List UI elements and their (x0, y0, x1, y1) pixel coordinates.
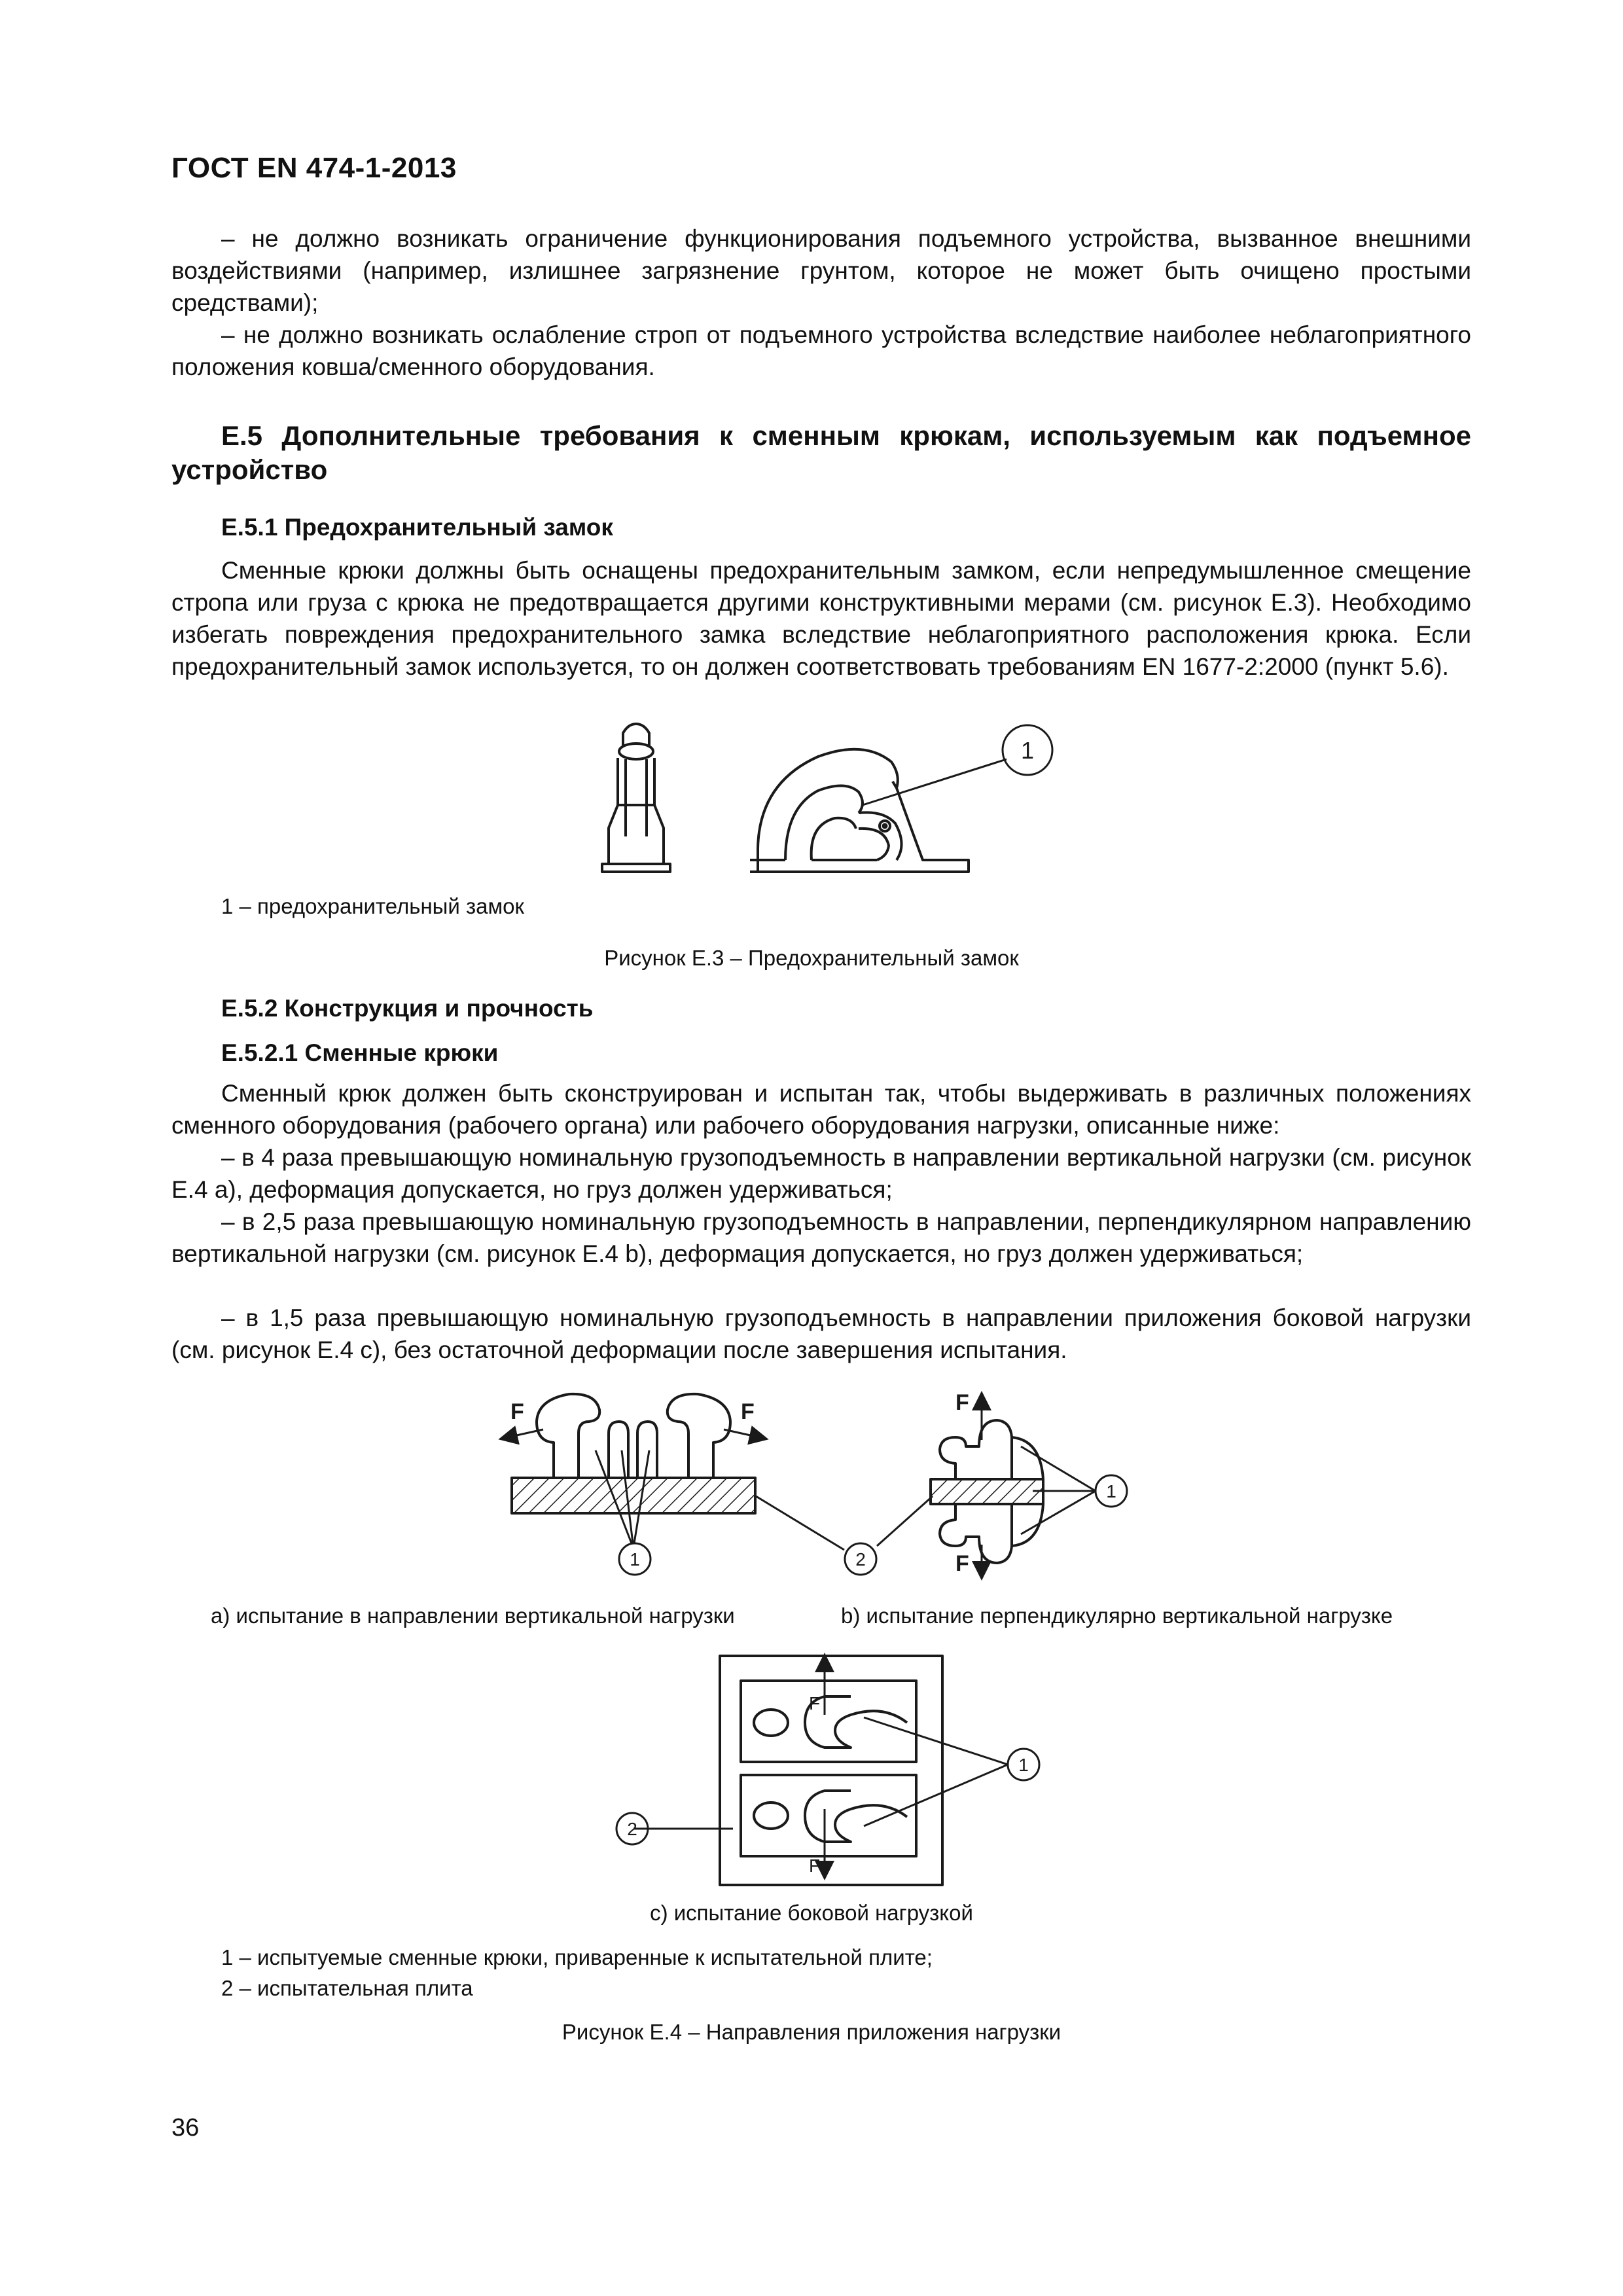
force-label-c-up: F (809, 1693, 821, 1713)
figure-e3-legend: 1 – предохранительный замок (221, 894, 524, 918)
figure-e4-ab-drawing (497, 1381, 1145, 1577)
force-label-c-down: F (809, 1856, 821, 1876)
section-e5-heading: Е.5 Дополнительные требования к сменным крюкам, используемым как подъемное устройство (171, 420, 1471, 485)
intro-bullet-1: – не должно возникать ограничение функционирования подъемного устройства, вызванное внешними воздействиями (например, излишнее загрязнение грунтом, которое не может быть очищено простыми средствами); (171, 225, 1471, 316)
section-e52-heading: Е.5.2 Конструкция и прочность (221, 995, 594, 1022)
test-plate-b (931, 1479, 1043, 1504)
hook-c-lower (805, 1791, 907, 1842)
section-e52-item-3: – в 1,5 раза превышающую номинальную грузоподъемность в направлении приложения боковой нагрузки (см. рисунок Е.4 c), без остаточной деформации после завершения испытания. (171, 1304, 1471, 1363)
test-plate-a (512, 1478, 755, 1513)
force-label-a-right: F (741, 1399, 755, 1424)
section-e51-paragraph: Сменные крюки должны быть оснащены предохранительным замком, если непредумышленное смещение стропа или груза с крюка не предотвращается другими конструктивными мерами (см. рисунок Е.3). Необходимо избегать повреждения предохранительного замка вследствие неблагоприятного расположения крюка. Если предохранительный замок используется, то он должен соответствовать требованиям EN 1677-2:2000 (пункт 5.6). (171, 557, 1471, 680)
hook-b-lower (940, 1504, 1012, 1563)
force-label-b-up: F (955, 1390, 969, 1415)
hook-a-centre-tabs (609, 1422, 657, 1478)
figure-e4b-subcaption: b) испытание перпендикулярно вертикальной нагрузке (841, 1604, 1393, 1628)
cell-c-upper (741, 1681, 916, 1762)
figure-e4-callout-2-text: 2 (855, 1549, 866, 1570)
figure-e4c-drawing (602, 1649, 1060, 1898)
hook-front-view (602, 724, 670, 872)
section-e52-item-1: – в 4 раза превышающую номинальную грузоподъемность в направлении вертикальной нагрузки (см. рисунок Е.4 а), деформация допускается, но груз должен удерживаться; (171, 1144, 1471, 1203)
intro-bullet-2: – не должно возникать ослабление строп от подъемного устройства вследствие наиболее неблагоприятного положения ковша/сменного оборудования. (171, 321, 1471, 380)
hook-side-view (750, 749, 969, 872)
figure-e4c-callout-2-text: 2 (627, 1819, 637, 1839)
figure-e3-leader (863, 759, 1007, 805)
force-label-b-down: F (955, 1551, 969, 1576)
section-e52-item-2: – в 2,5 раза превышающую номинальную грузоподъемность в направлении, перпендикулярном направлению вертикальной нагрузки (см. рисунок Е.4 b), деформация допускается, но груз должен удерживаться; (171, 1208, 1471, 1267)
figure-e4a-subcaption: а) испытание в направлении вертикальной нагрузки (211, 1604, 735, 1628)
hook-c-upper (805, 1696, 907, 1748)
page-number: 36 (171, 2114, 200, 2142)
figure-e3-caption: Рисунок Е.3 – Предохранительный замок (604, 946, 1019, 970)
hook-a-left (537, 1394, 599, 1478)
force-label-a-left: F (510, 1399, 524, 1424)
document-header: ГОСТ EN 474-1-2013 (171, 152, 457, 184)
figure-e4a-callout-1-text: 1 (630, 1549, 640, 1570)
figure-e4c-callout-1-text: 1 (1018, 1755, 1029, 1775)
test-plate-c (720, 1656, 942, 1885)
figure-e3-drawing (589, 720, 1086, 890)
figure-e4b-callout-1-text: 1 (1106, 1481, 1116, 1501)
figure-e4-legend-1: 1 – испытуемые сменные крюки, приваренные к испытательной плите; (221, 1945, 933, 1969)
hook-a-right (668, 1394, 730, 1478)
section-e51-heading: Е.5.1 Предохранительный замок (221, 514, 613, 541)
figure-e3-callout: 1 (1020, 737, 1035, 764)
figure-e4c-subcaption: с) испытание боковой нагрузкой (650, 1901, 973, 1925)
hook-b-upper (940, 1420, 1012, 1479)
figure-e4-caption: Рисунок Е.4 – Направления приложения нагрузки (562, 2020, 1061, 2044)
figure-e4-legend-2: 2 – испытательная плита (221, 1976, 473, 2000)
section-e52-intro: Сменный крюк должен быть сконструирован и испытан так, чтобы выдерживать в различных положениях сменного оборудования (рабочего органа) или рабочего оборудования нагрузки, описанные ниже: (171, 1080, 1471, 1139)
section-e521-heading: Е.5.2.1 Сменные крюки (221, 1039, 499, 1066)
